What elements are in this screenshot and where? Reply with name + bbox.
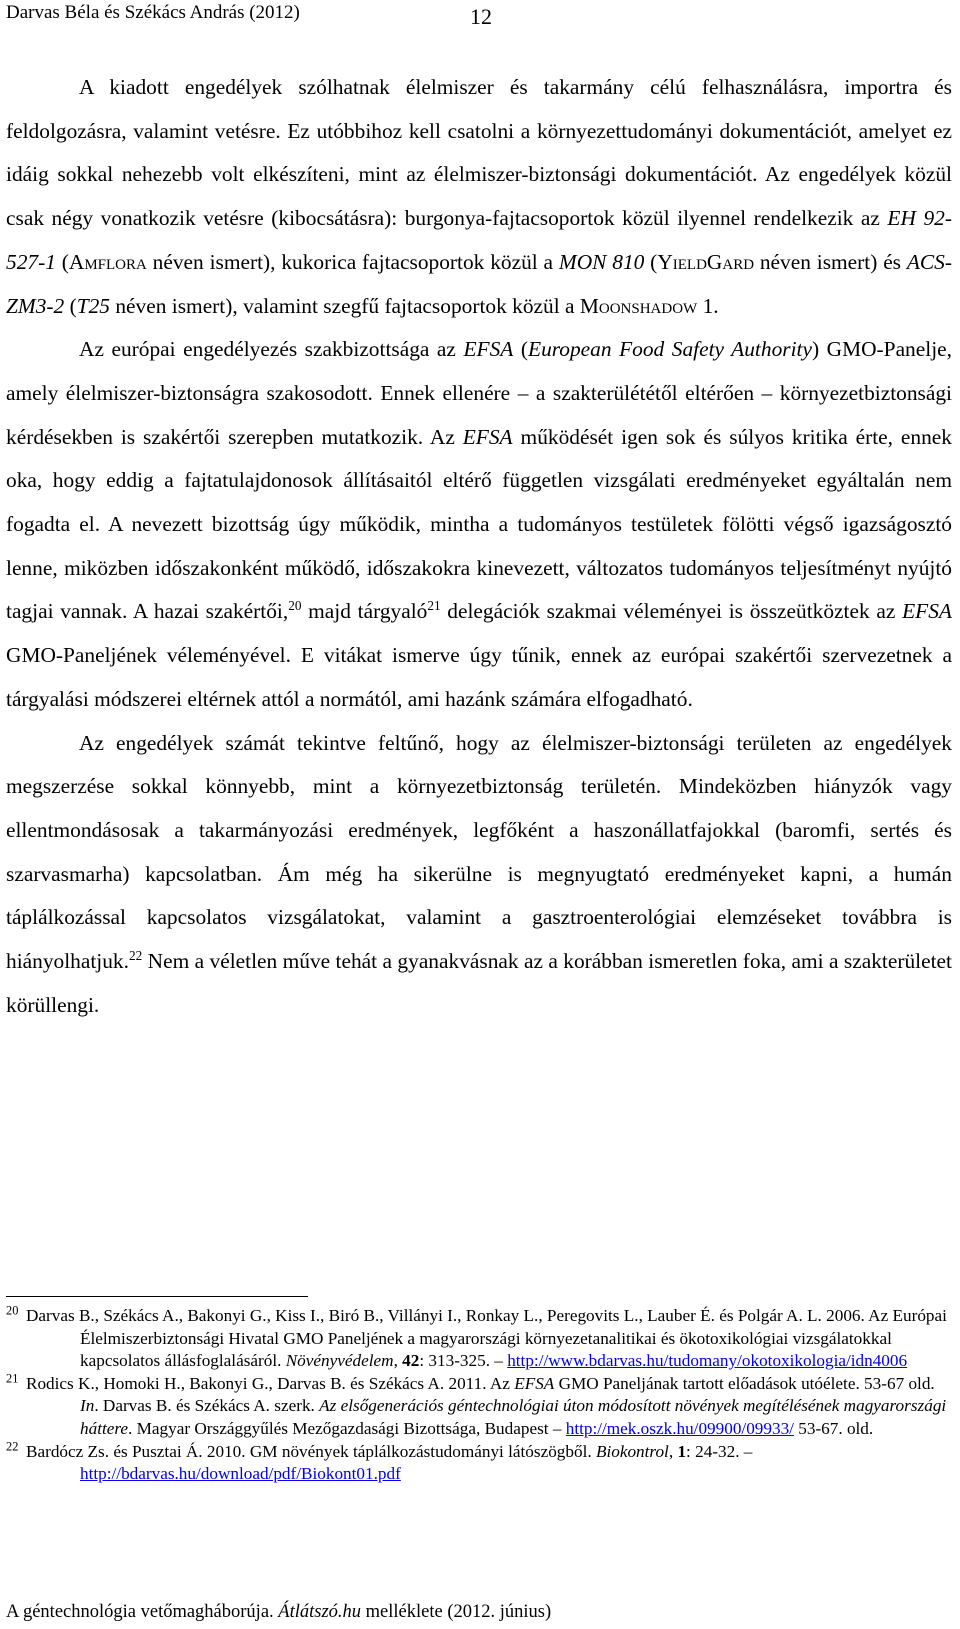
reference-link[interactable]: http://mek.oszk.hu/09900/09933/ — [565, 1418, 794, 1438]
footnote-ref-20[interactable]: 20 — [288, 598, 302, 614]
text: Az engedélyek számát tekintve feltűnő, hogy az élelmiszer-biztonsági területen az engedélyek megszerzése sokkal könnyebb, mint a környezetbiztonság területén. Mindeközben hiányzók vagy ellentmondásosak a takarmányozási eredmények, legfőként a haszonállatfajokkal (baromfi, sertés és szarvasmarha) kapcsolatban. Ám még ha sikerülne is megnyugtató eredményeket kapni, a humán táplálkozással kapcsolatos vizsgálatokat, valamint a gasztroenterológiai elemzéseket továbbra is hiányolhatjuk. — [6, 730, 952, 974]
text: GMO-Paneljének véleményével. E vitákat ismerve úgy tűnik, ennek az európai szakértői szervezetnek a tárgyalási módszerei eltérnek attól a normától, ami hazánk számára elfogadható. — [6, 643, 952, 711]
text: Nem a véletlen műve tehát a gyanakvásnak az a korábban ismeretlen foka, ami a szakterületet körüllengi. — [6, 949, 952, 1017]
footnote-ref-21[interactable]: 21 — [427, 598, 441, 614]
event-name: T25 — [76, 293, 111, 318]
page-footer: A géntechnológia vetőmagháborúja. Átlátszó.hu melléklete (2012. június) — [6, 1602, 552, 1622]
text: A kiadott engedélyek szólhatnak élelmiszer és takarmány célú felhasználásra, importra és feldolgozásra, valamint vetésre. Ez utóbbihoz kell csatolni a környezettudományi dokumentációt, amelyet ez idáig sokkal nehezebb volt elkészíteni, mint az élelmiszer-biztonsági dokumentációt. Az engedélyek közül csak négy vonatkozik vetésre (kibocsátásra): burgonya-fajtacsoportok közül ilyennel rendelkezik az — [6, 75, 952, 231]
in-marker: In — [80, 1396, 95, 1416]
text: majd tárgyaló — [301, 599, 428, 624]
event-name: EH 92-527-1 — [6, 206, 952, 274]
acronym: EFSA — [462, 424, 513, 449]
text: delegációk szakmai véleményei is összeütköztek az — [440, 599, 903, 624]
journal-title: Biokontrol — [595, 1441, 669, 1461]
footnote-21 — [6, 1373, 952, 1441]
footnote-ref-22[interactable]: 22 — [128, 947, 143, 963]
text: ( — [513, 337, 528, 362]
reference-link[interactable]: http://www.bdarvas.hu/tudomany/okotoxikologia/idn4006 — [507, 1351, 908, 1371]
footnote-number: 22 — [6, 1438, 19, 1453]
trade-name: YieldGard — [657, 249, 755, 274]
page-number: 12 — [470, 4, 492, 29]
journal-title: Növényvédelem — [285, 1351, 394, 1371]
footnote-22 — [6, 1438, 952, 1486]
paragraph-2 — [6, 328, 952, 721]
footnote-number: 20 — [6, 1303, 19, 1318]
acronym: EFSA — [514, 1373, 555, 1393]
paragraph-1 — [6, 66, 952, 328]
text: ) GMO-Panelje, amely élelmiszer-biztonságra szakosodott. Ennek ellenére – a szakterülététől eltérően – környezetbiztonsági kérdésekben is szakértői szerepben mutatkozik. Az — [6, 337, 952, 449]
running-header: Darvas Béla és Székács András (2012) — [6, 2, 300, 23]
text: működését igen sok és súlyos kritika érte, ennek oka, hogy eddig a fajtatulajdonosok állításaitól eltérő független vizsgálati eredményeket egyáltalán nem fogadta el. A nevezett bizottság úgy működik, mintha a tudományos testületek fölötti végső igazságosztó lenne, miközben időszakonként működő, időszakokra kinevezett, változatos tudományos teljesítményt nyújtó tagjai vannak. A hazai szakértői, — [6, 424, 952, 624]
text: ( — [644, 249, 658, 274]
footnote-text: Rodics K., Homoki H., Bakonyi G., Darvas B. és Székács A. 2011. Az EFSA GMO Paneljának tartott előadások utóélete. 53-67 old. In. Darvas B. és Székács A. szerk. Az elsőgenerációs géntechnológiai úton módosított növények megítélésének magyarországi háttere. Magyar Országgyűlés Mezőgazdasági Bizottsága, Budapest – http://mek.oszk.hu/09900/09933/ 53-67. old. — [26, 1373, 947, 1438]
text: 1. — [697, 293, 719, 318]
event-name: ACS-ZM3-2 — [6, 249, 952, 318]
footnotes — [6, 1305, 952, 1486]
text: néven ismert) és — [754, 249, 907, 274]
organization-name: European Food Safety Authority — [528, 337, 812, 362]
trade-name: Moonshadow — [579, 293, 698, 318]
text: ( — [55, 249, 69, 274]
site-name: Átlátszó.hu — [278, 1602, 362, 1622]
footnote-20 — [6, 1305, 952, 1373]
event-name: MON 810 — [558, 249, 645, 274]
footnote-text: Bardócz Zs. és Pusztai Á. 2010. GM növények táplálkozástudományi látószögből. Biokontrol, 1: 24-32. – http://bdarvas.hu/download/pdf/Biokont01.pdf — [26, 1441, 753, 1484]
trade-name: Amflora — [68, 249, 147, 274]
footnote-number: 21 — [6, 1371, 19, 1386]
volume: 42 — [402, 1351, 420, 1371]
acronym: EFSA — [463, 337, 514, 362]
book-title: Az elsőgenerációs géntechnológiai úton módosított növények megítélésének magyarországi háttere — [80, 1396, 947, 1438]
volume: 1 — [677, 1441, 687, 1461]
text: néven ismert), valamint szegfű fajtacsoportok közül a — [110, 293, 580, 318]
body-text — [6, 66, 952, 1027]
text: néven ismert), kukorica fajtacsoportok közül a — [146, 249, 559, 274]
reference-link[interactable]: http://bdarvas.hu/download/pdf/Biokont01.pdf — [80, 1464, 401, 1484]
footnote-text: Darvas B., Székács A., Bakonyi G., Kiss I., Biró B., Villányi I., Ronkay L., Peregovits L., Lauber É. és Polgár A. L. 2006. Az Európai Élelmiszerbiztonsági Hivatal GMO Paneljének a magyarországi környezetanalitikai és ökotoxikológiai vizsgálatokkal kapcsolatos állásfoglalásáról. Növényvédelem, 42: 313-325. – http://www.bdarvas.hu/tudomany/okotoxikologia/idn4006 — [26, 1306, 947, 1371]
text: Az európai engedélyezés szakbizottsága az — [79, 337, 464, 362]
text: ( — [64, 293, 77, 318]
footnote-separator — [6, 1296, 308, 1297]
acronym: EFSA — [902, 599, 952, 624]
paragraph-3 — [6, 722, 952, 1028]
